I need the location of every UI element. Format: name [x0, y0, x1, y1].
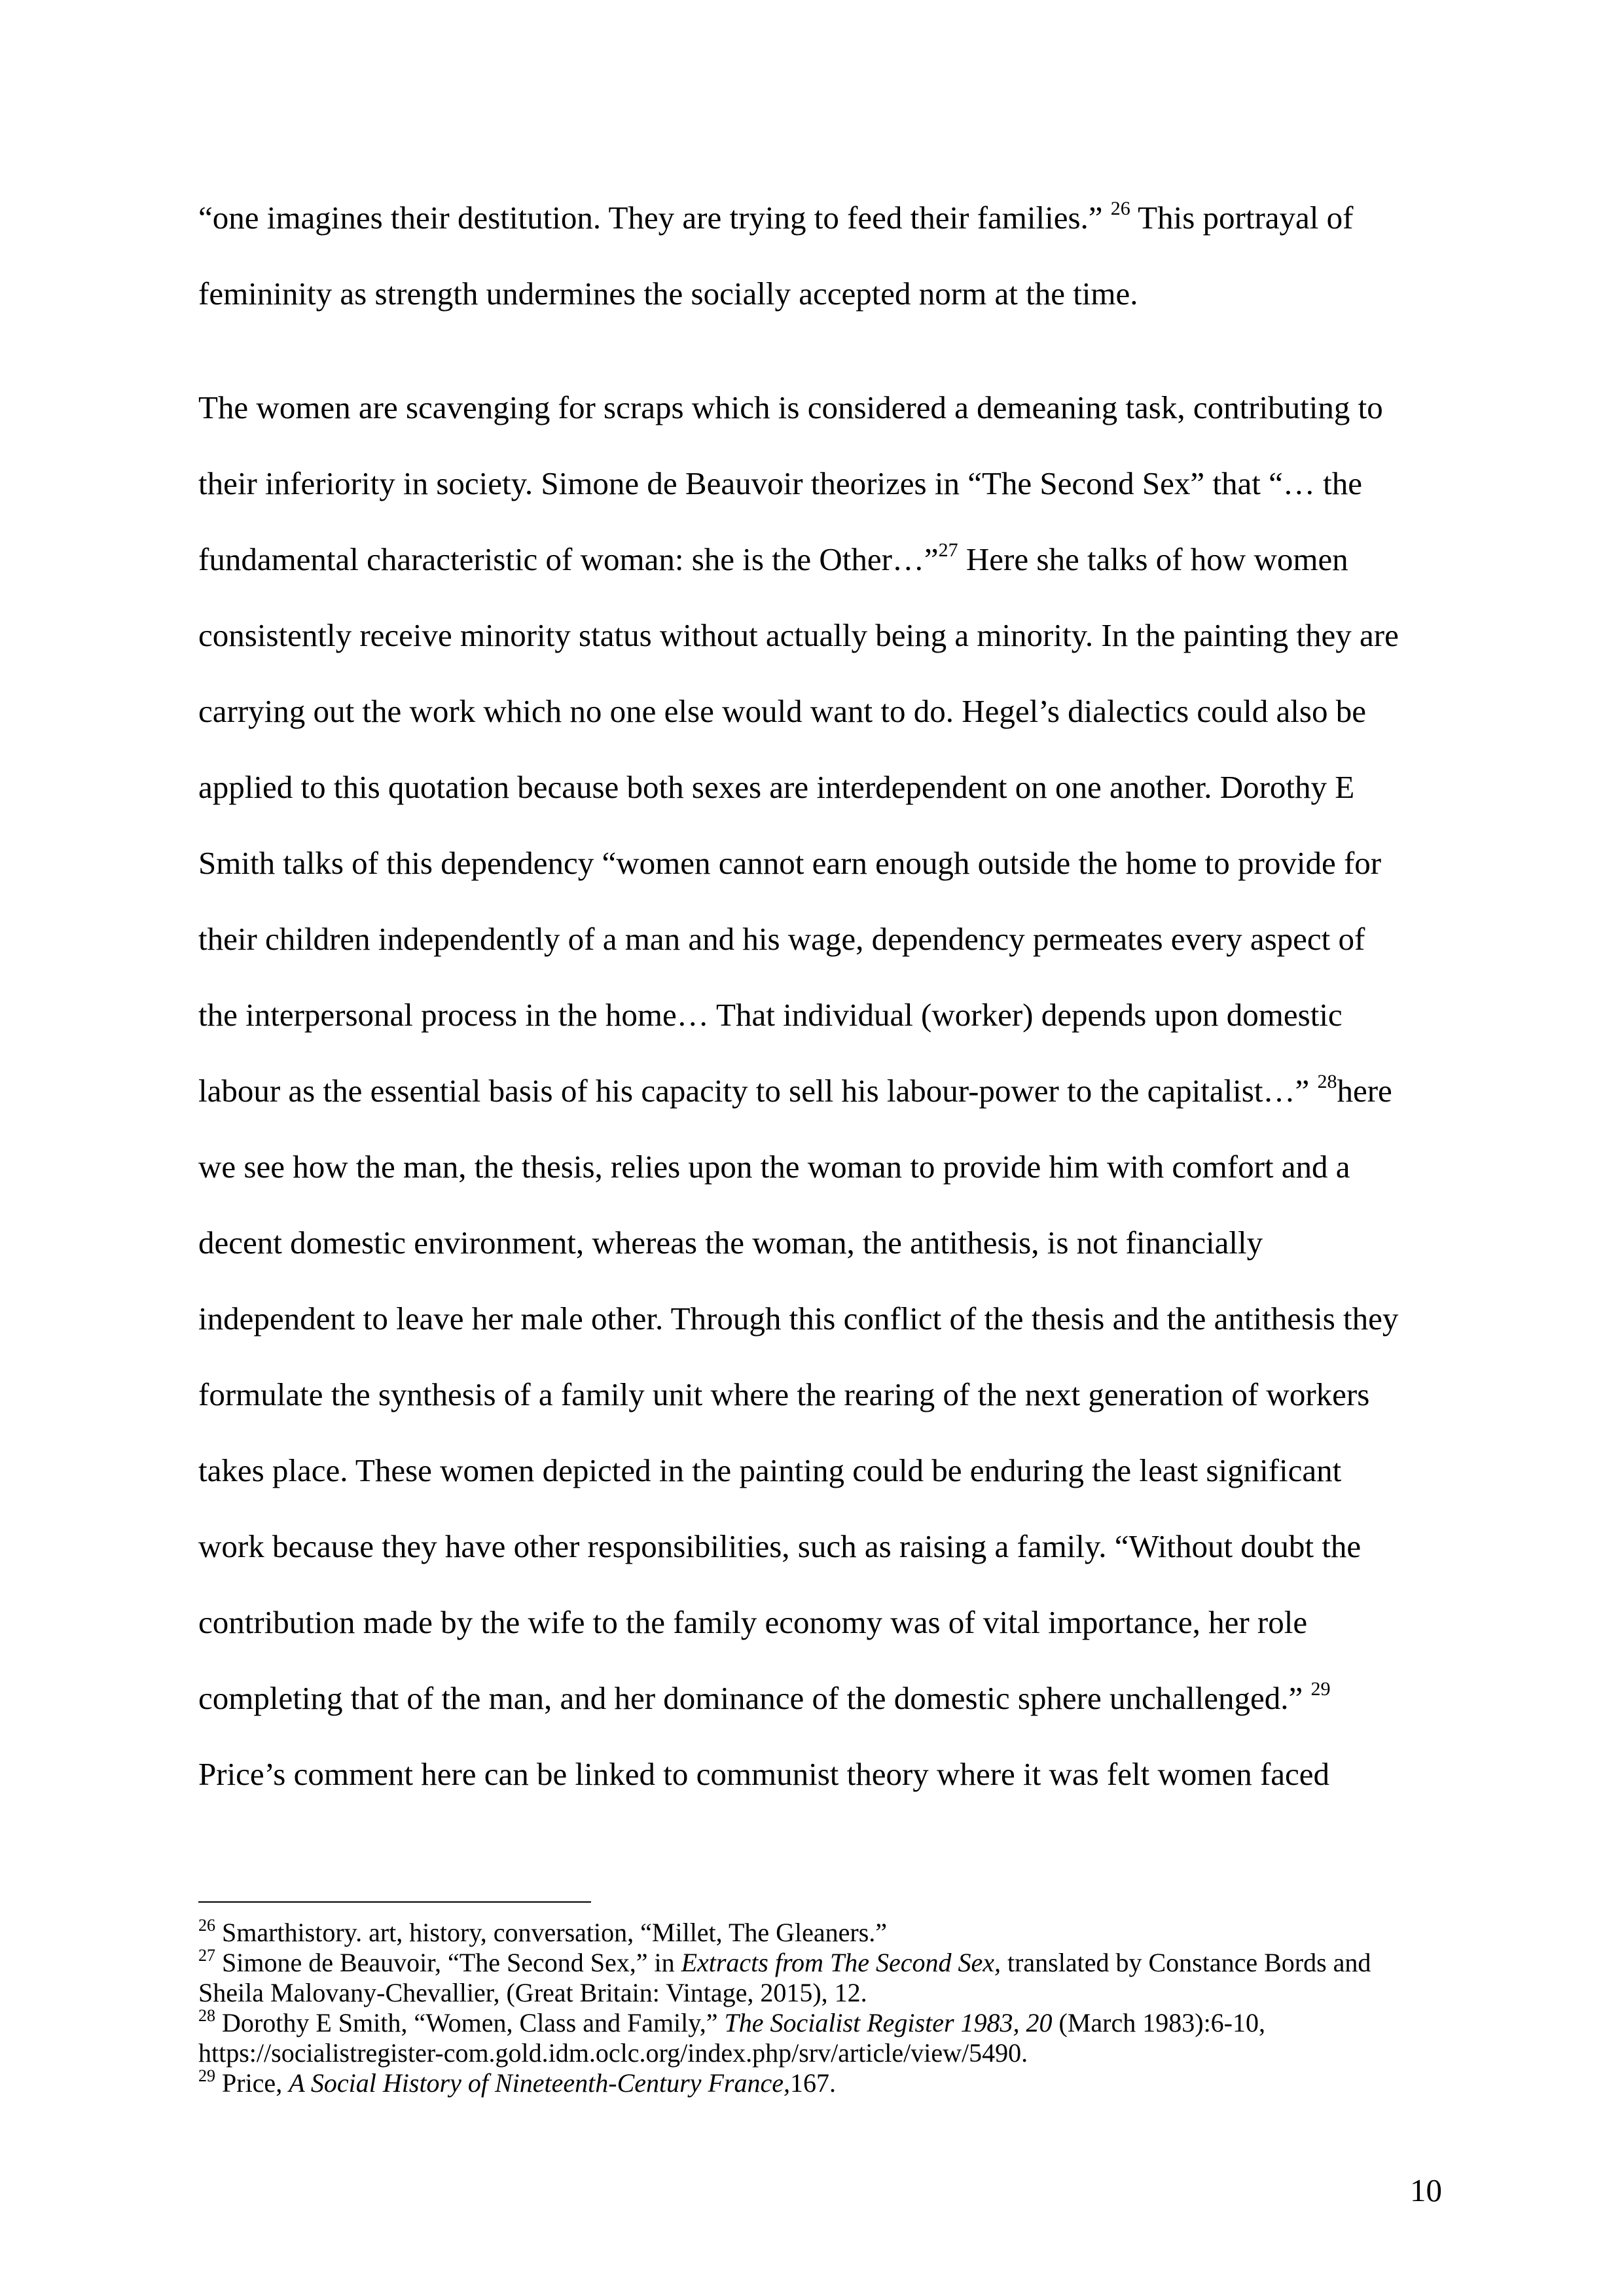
text-line: labour as the essential basis of his capacity to sell his labour-power to the capitalist…” $^{28}$here — [198, 1070, 1392, 1109]
text-line: Smith talks of this dependency “women cannot earn enough outside the home to provide for — [198, 845, 1382, 881]
text-line: “one imagines their destitution. They are trying to feed their families.” $^{26}$ This portrayal of — [198, 197, 1354, 236]
footnote-ref[interactable]: 28 — [1317, 1070, 1337, 1092]
footnote-29: $^{29}$ Price, A Social History of Nineteenth-Century France,167. — [198, 2066, 836, 2098]
text-line: completing that of the man, and her dominance of the domestic sphere unchallenged.” $^{29}$ — [198, 1677, 1331, 1716]
text-line: applied to this quotation because both sexes are interdependent on one another. Dorothy E — [198, 769, 1355, 805]
text-line: contribution made by the wife to the family economy was of vital importance, her role — [198, 1604, 1308, 1640]
paragraph-2 — [198, 370, 1442, 1812]
text-line: their inferiority in society. Simone de Beauvoir theorizes in “The Second Sex” that “… the — [198, 465, 1362, 501]
text-line: decent domestic environment, whereas the woman, the antithesis, is not financially — [198, 1225, 1263, 1261]
footnote-ref[interactable]: 29 — [1310, 1677, 1331, 1700]
footnote-28-url[interactable]: https://socialistregister-com.gold.idm.oclc.org/index.php/srv/article/view/5490. — [198, 2038, 1028, 2068]
text-line: carrying out the work which no one else would want to do. Hegel’s dialectics could also be — [198, 693, 1366, 729]
footnote-ref[interactable]: 27 — [938, 539, 958, 561]
footnote-26: $^{26}$ Smarthistory. art, history, conversation, “Millet, The Gleaners.” — [198, 1915, 888, 1947]
footnotes — [198, 1915, 1442, 2098]
page-number: 10 — [1410, 2172, 1442, 2208]
text-line: Price’s comment here can be linked to communist theory where it was felt women faced — [198, 1756, 1330, 1792]
footnote-ref[interactable]: 26 — [1110, 197, 1130, 219]
text-line: takes place. These women depicted in the painting could be enduring the least significant — [198, 1452, 1342, 1488]
text-line: the interpersonal process in the home… That individual (worker) depends upon domestic — [198, 997, 1343, 1033]
text-line: independent to leave her male other. Through this conflict of the thesis and the antithesis they — [198, 1300, 1399, 1336]
text-line: their children independently of a man and his wage, dependency permeates every aspect of — [198, 921, 1365, 957]
text-line: formulate the synthesis of a family unit where the rearing of the next generation of workers — [198, 1376, 1370, 1412]
footnote-27: $^{27}$ Simone de Beauvoir, “The Second Sex,” in Extracts from The Second Sex, translated by Constance Bords and — [198, 1945, 1371, 1977]
footnote-27-continued: Sheila Malovany-Chevallier, (Great Britain: Vintage, 2015), 12. — [198, 1978, 867, 2007]
text-line: work because they have other responsibilities, such as raising a family. “Without doubt the — [198, 1528, 1362, 1564]
footnote-separator — [198, 1901, 591, 1903]
footnote-28: $^{28}$ Dorothy E Smith, “Women, Class and Family,” The Socialist Register 1983, 20 (March 1983):6-10, — [198, 2005, 1265, 2037]
text-line: The women are scavenging for scraps which is considered a demeaning task, contributing to — [198, 389, 1383, 425]
text-line: fundamental characteristic of woman: she is the Other…”$^{27}$ Here she talks of how women — [198, 539, 1348, 577]
text-line: femininity as strength undermines the socially accepted norm at the time. — [198, 276, 1138, 312]
text-line: we see how the man, the thesis, relies upon the woman to provide him with comfort and a — [198, 1149, 1350, 1185]
paragraph-1 — [198, 180, 1442, 332]
text-line: consistently receive minority status without actually being a minority. In the painting they are — [198, 617, 1399, 653]
